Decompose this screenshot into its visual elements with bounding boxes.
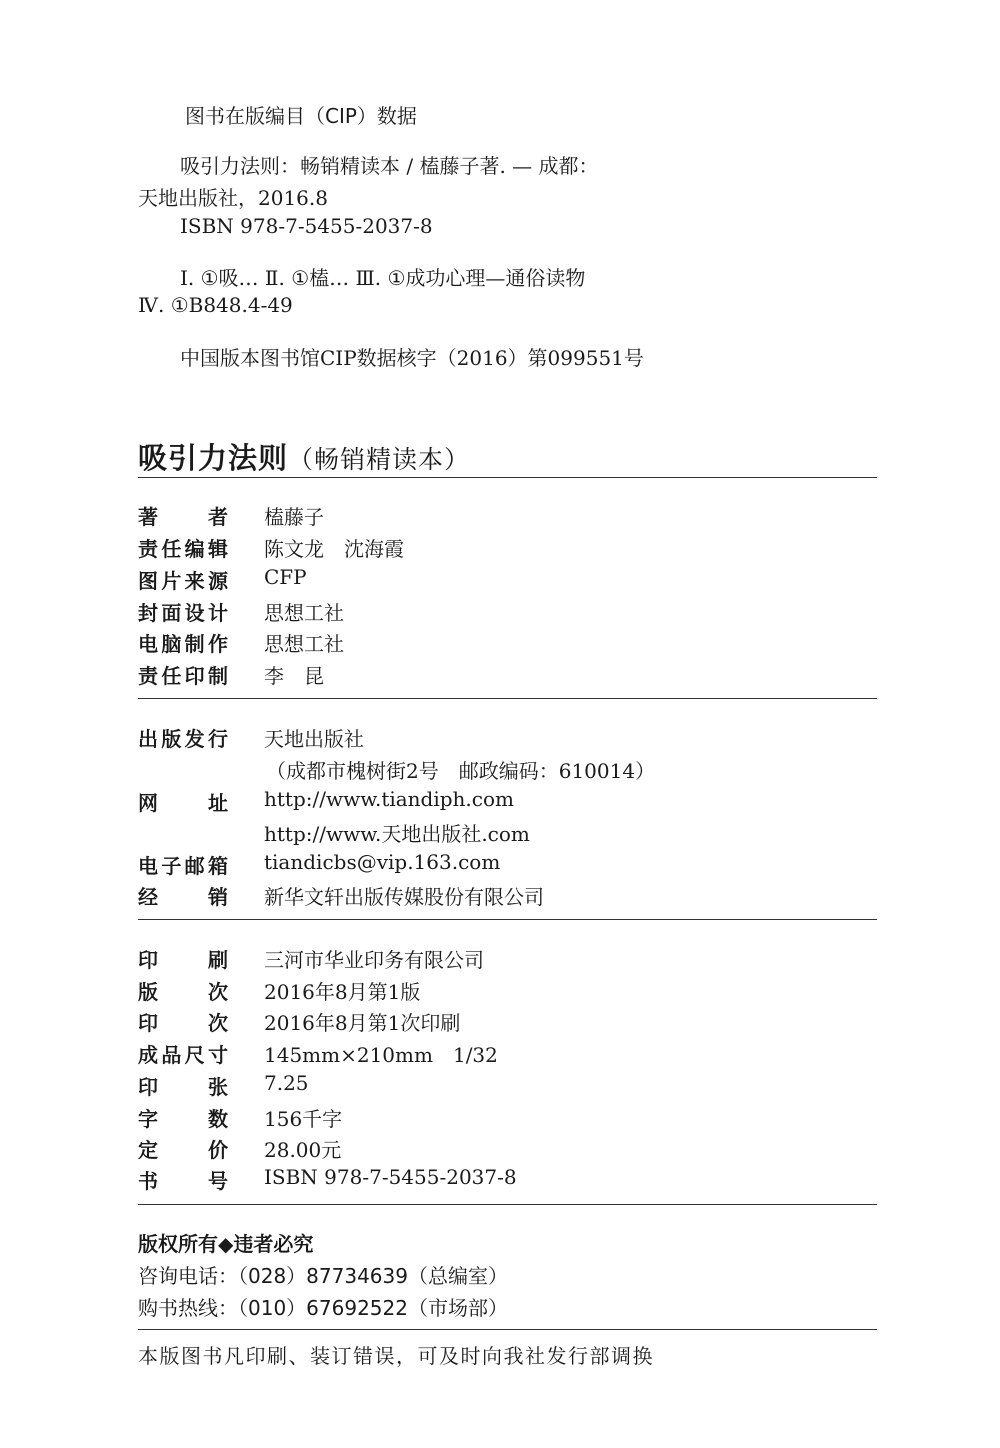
cip-line-classification: Ⅳ. ①B848.4-49 bbox=[138, 293, 293, 317]
spec-label: 印 次 bbox=[138, 1011, 228, 1035]
cip-line-isbn: ISBN 978-7-5455-2037-8 bbox=[180, 214, 433, 238]
website-link-secondary: http://www.天地出版社.com bbox=[264, 822, 530, 846]
publisher-address: （成都市槐树街2号 邮政编码：610014） bbox=[266, 759, 656, 783]
spec-label: 定 价 bbox=[138, 1138, 228, 1162]
email-value: tiandicbs@vip.163.com bbox=[264, 850, 501, 874]
spec-value: 145mm×210mm 1/32 bbox=[264, 1043, 498, 1067]
spec-label: 书 号 bbox=[138, 1169, 228, 1193]
distributor-value: 新华文轩出版传媒股份有限公司 bbox=[264, 885, 544, 909]
email-label: 电 子 邮 箱 bbox=[138, 854, 228, 878]
spec-label: 印 刷 bbox=[138, 948, 228, 972]
credit-value: 榼藤子 bbox=[264, 505, 324, 529]
spec-label: 版 次 bbox=[138, 980, 228, 1004]
spec-value: 156千字 bbox=[264, 1107, 343, 1131]
credit-label: 图 片 来 源 bbox=[138, 569, 228, 593]
website-link-primary: http://www.tiandiph.com bbox=[264, 787, 514, 811]
spec-label: 成 品 尺 寸 bbox=[138, 1043, 228, 1067]
credit-value: 思想工社 bbox=[264, 632, 344, 656]
cip-line-record-number: 中国版本图书馆CIP数据核字（2016）第099551号 bbox=[180, 346, 644, 370]
divider-credits bbox=[138, 698, 877, 699]
credit-label: 责 任 编 辑 bbox=[138, 537, 228, 561]
spec-value: 7.25 bbox=[264, 1071, 309, 1095]
cip-line-subjects: Ⅰ. ①吸… Ⅱ. ①榼… Ⅲ. ①成功心理—通俗读物 bbox=[180, 266, 586, 290]
website-label: 网 址 bbox=[138, 791, 228, 815]
credit-value: 思想工社 bbox=[264, 601, 344, 625]
credit-label: 封 面 设 计 bbox=[138, 601, 228, 625]
order-hotline: 购书热线：（010）67692522（市场部） bbox=[138, 1296, 508, 1320]
copyright-notice: 版权所有◆违者必究 bbox=[138, 1232, 314, 1256]
spec-value: 2016年8月第1次印刷 bbox=[264, 1011, 461, 1035]
spec-value: 2016年8月第1版 bbox=[264, 980, 421, 1004]
divider-publisher bbox=[138, 919, 877, 920]
cip-line-title: 吸引力法则：畅销精读本 / 榼藤子著. — 成都： bbox=[180, 154, 599, 178]
publisher-label: 出 版 发 行 bbox=[138, 727, 228, 751]
divider-title bbox=[138, 477, 877, 478]
book-subtitle: （畅销精读本） bbox=[288, 445, 471, 474]
consult-phone: 咨询电话：（028）87734639（总编室） bbox=[138, 1264, 508, 1288]
footer-note: 本版图书凡印刷、装订错误，可及时向我社发行部调换 bbox=[138, 1344, 654, 1368]
spec-value: ISBN 978-7-5455-2037-8 bbox=[264, 1165, 517, 1189]
divider-copyright bbox=[138, 1329, 877, 1330]
credit-label: 电 脑 制 作 bbox=[138, 632, 228, 656]
credit-label: 著 者 bbox=[138, 505, 228, 529]
credit-value: 李 昆 bbox=[264, 664, 324, 688]
cip-line-publisher: 天地出版社，2016.8 bbox=[138, 186, 328, 210]
book-title bbox=[138, 436, 470, 477]
distributor-label: 经 销 bbox=[138, 885, 228, 909]
credit-value: 陈文龙 沈海霞 bbox=[264, 537, 404, 561]
credit-value: CFP bbox=[264, 565, 307, 589]
spec-label: 印 张 bbox=[138, 1075, 228, 1099]
divider-specs bbox=[138, 1204, 877, 1205]
credit-label: 责 任 印 制 bbox=[138, 664, 228, 688]
spec-label: 字 数 bbox=[138, 1107, 228, 1131]
spec-value: 28.00元 bbox=[264, 1138, 342, 1162]
book-title-main: 吸引力法则 bbox=[138, 441, 289, 475]
publisher-value: 天地出版社 bbox=[264, 727, 364, 751]
cip-heading: 图书在版编目（CIP）数据 bbox=[185, 104, 417, 128]
spec-value: 三河市华业印务有限公司 bbox=[264, 948, 484, 972]
